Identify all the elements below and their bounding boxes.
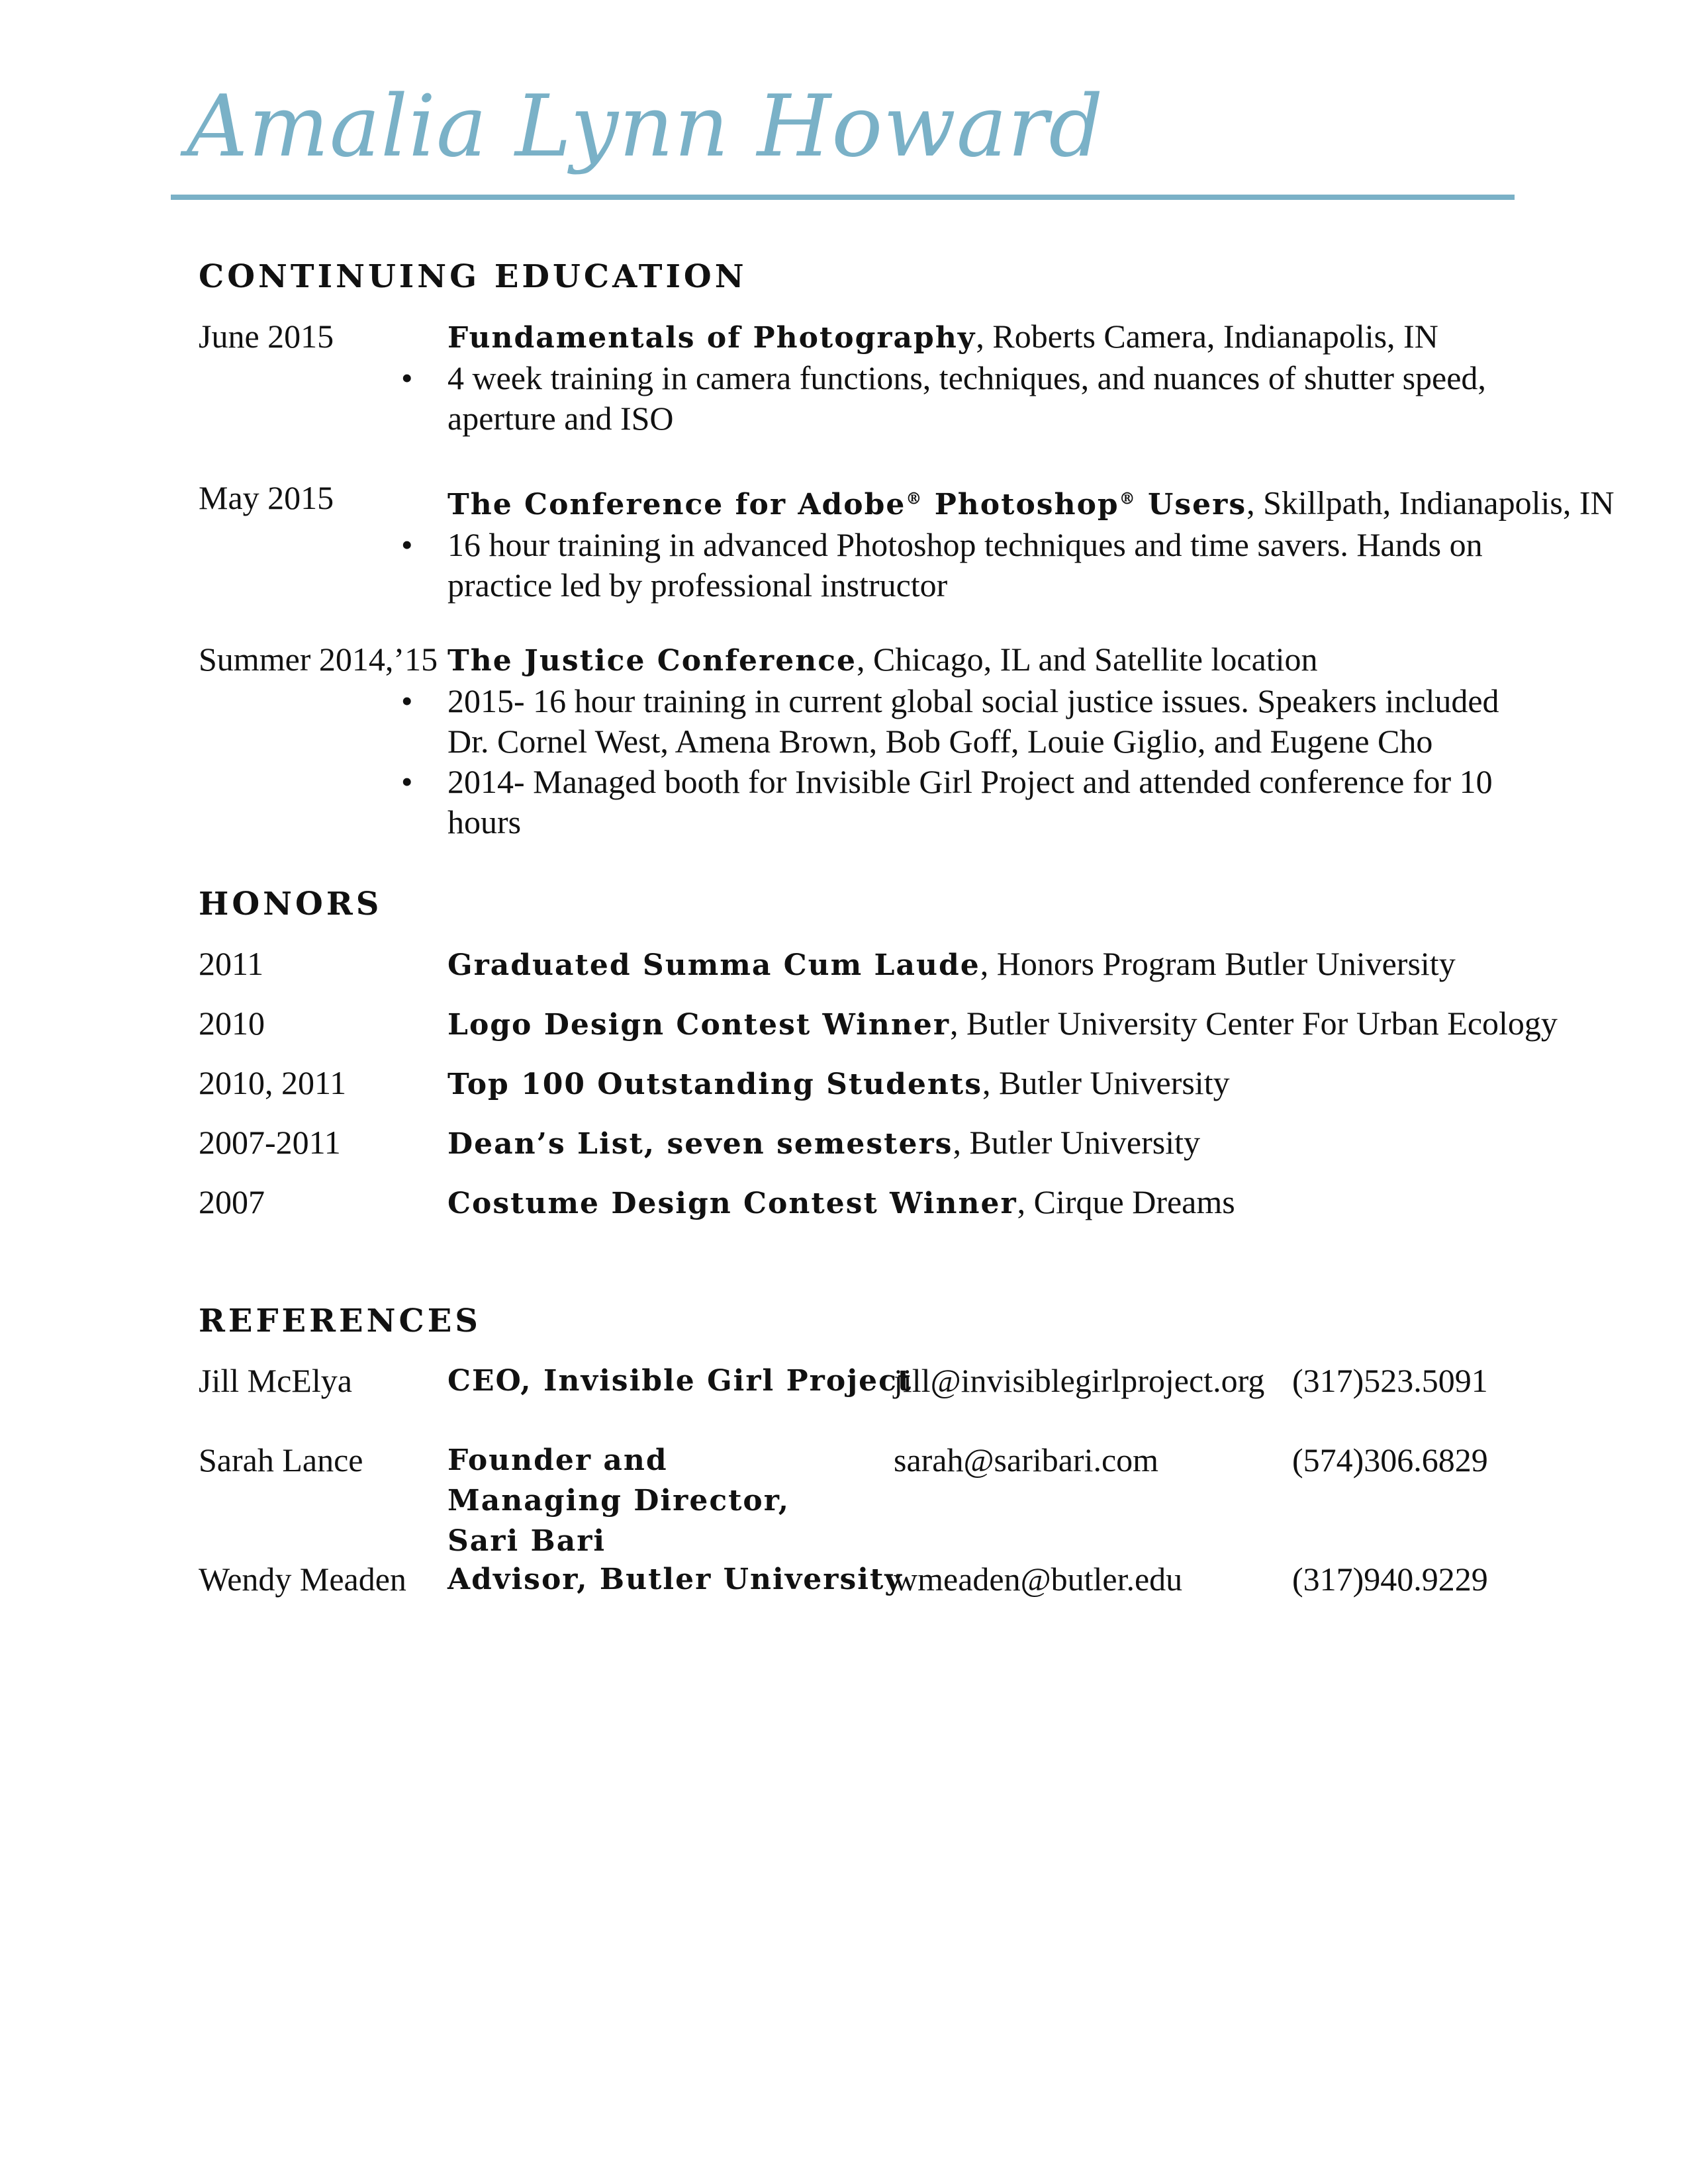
entry-detail: , Roberts Camera, Indianapolis, IN [976,318,1438,355]
registered-mark: ® [1119,488,1137,508]
entry-bullets [401,525,1520,606]
entry-title-part: Photoshop [923,487,1119,522]
bullet-text: 16 hour training in advanced Photoshop techniques and time savers. Hands on practice led by professional instructor [447,525,1483,604]
entry-detail: , Butler University [953,1124,1200,1161]
reference-email: jill@invisiblegirlproject.org [894,1362,1265,1399]
entry-heading [447,316,1520,358]
entry-detail: , Honors Program Butler University [980,945,1456,982]
entry-date: Summer 2014,’15 [199,641,438,678]
bullet-icon: • [401,359,413,396]
entry-detail: , Butler University Center For Urban Ecology [950,1005,1558,1042]
bullet-item [401,525,1520,606]
entry-title-part: The Conference for Adobe [447,487,906,522]
entry-heading [447,1003,1558,1045]
reference-email: sarah@saribari.com [894,1441,1159,1479]
entry-title [447,488,1246,522]
entry-bullets [401,681,1520,842]
reference-title: CEO, Invisible Girl Project [447,1364,913,1398]
entry-title: Fundamentals of Photography [447,321,976,355]
section-title-honors: HONORS [199,886,383,923]
reference-title: Advisor, Butler University [447,1563,903,1596]
entry-date: 2010 [199,1005,265,1042]
entry-title: Costume Design Contest Winner [447,1187,1017,1220]
bullet-icon: • [401,525,413,563]
reference-title: Founder and Managing Director, Sari Bari [447,1443,790,1558]
entry-body [447,1003,1558,1045]
entry-date: 2010, 2011 [199,1064,347,1101]
bullet-icon: • [401,682,413,719]
bullet-item [401,681,1520,762]
reference-name: Wendy Meaden [199,1561,406,1598]
entry-heading [447,639,1520,681]
entry-body [447,1182,1520,1224]
entry-detail: , Butler University [982,1064,1230,1101]
entry-heading [447,1182,1520,1224]
header-rule [171,195,1515,200]
bullet-text: 4 week training in camera functions, techniques, and nuances of shutter speed, aperture and ISO [447,359,1486,437]
entry-date: 2007-2011 [199,1124,341,1161]
registered-mark: ® [906,488,923,508]
section-title-references: REFERENCES [199,1302,481,1340]
entry-title: Graduated Summa Cum Laude [447,948,980,982]
entry-title: Top 100 Outstanding Students [447,1068,983,1101]
entry-body [401,639,1520,842]
entry-bullets [401,358,1520,439]
entry-date: 2007 [199,1183,265,1220]
entry-body [401,478,1615,606]
entry-heading [447,1122,1520,1164]
entry-heading [447,1063,1520,1105]
entry-title: The Justice Conference [447,644,857,678]
entry-title-part: Users [1136,487,1247,522]
bullet-text: 2014- Managed booth for Invisible Girl Project and attended conference for 10 hours [447,763,1493,841]
bullet-item [401,358,1520,439]
entry-body [447,1122,1520,1164]
entry-date: June 2015 [199,318,334,355]
resume-name: Amalia Lynn Howard [187,77,1104,176]
bullet-icon: • [401,763,413,800]
reference-name: Jill McElya [199,1362,352,1399]
bullet-text: 2015- 16 hour training in current global social justice issues. Speakers included Dr. Cornel West, Amena Brown, Bob Goff, Louie Giglio, and Eugene Cho [447,682,1499,760]
entry-date: 2011 [199,945,264,982]
entry-body [447,1063,1520,1105]
entry-title: Dean’s List, seven semesters [447,1127,953,1161]
reference-phone: (317)523.5091 [1292,1362,1488,1399]
entry-heading [447,478,1615,525]
entry-title: Logo Design Contest Winner [447,1008,951,1042]
bullet-item [401,762,1520,842]
section-title-continuing-education: CONTINUING EDUCATION [199,258,747,295]
entry-detail: , Cirque Dreams [1017,1183,1235,1220]
entry-body [447,944,1520,985]
reference-phone: (574)306.6829 [1292,1441,1488,1479]
reference-email: wmeaden@butler.edu [894,1561,1183,1598]
reference-name: Sarah Lance [199,1441,363,1479]
entry-heading [447,944,1520,985]
reference-phone: (317)940.9229 [1292,1561,1488,1598]
entry-detail: , Skillpath, Indianapolis, IN [1246,484,1615,522]
entry-date: May 2015 [199,479,334,516]
entry-detail: , Chicago, IL and Satellite location [857,641,1318,678]
entry-body [401,316,1520,439]
